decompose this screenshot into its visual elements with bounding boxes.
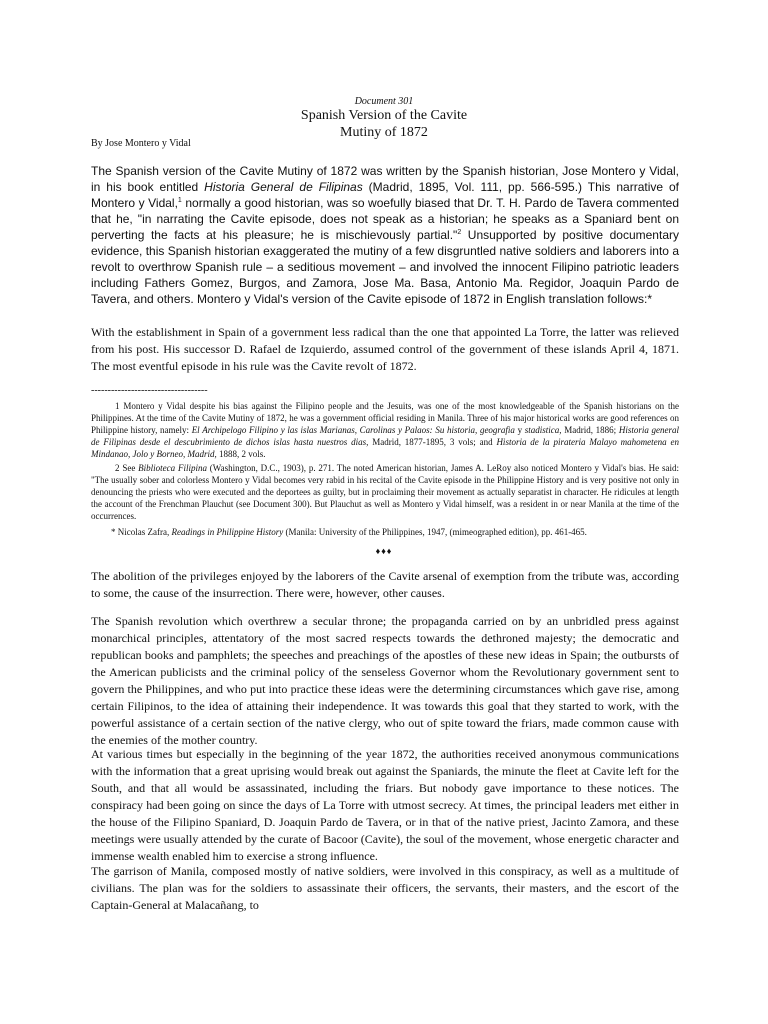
document-number: Document 301 xyxy=(354,96,414,107)
byline: By Jose Montero y Vidal xyxy=(91,138,191,149)
title-line-2: Mutiny of 1872 xyxy=(340,125,428,140)
title-line-1: Spanish Version of the Cavite xyxy=(300,108,468,123)
intro-paragraph xyxy=(91,163,679,307)
footnote-rule: ----------------------------------- xyxy=(91,385,208,396)
body-paragraph-1: With the establishment in Spain of a government less radical than the one that appointed La Torre, the latter was relieved from his post. His successor D. Rafael de Izquierdo, assumed control of the government of these islands April 4, 1871. The most eventful episode in his rule was the Cavite revolt of 1872. xyxy=(91,325,679,373)
body-paragraph-5: The garrison of Manila, composed mostly of native soldiers, were involved in this conspiracy, as well as a multitude of civilians. The plan was for the soldiers to assassinate their officers, the servants, their masters, and the escort of the Captain-General at Malacañang, to xyxy=(91,864,679,912)
body-paragraph-3: The Spanish revolution which overthrew a secular throne; the propaganda carried on by an unbridled press against monarchical principles, attentatory of the most sacred respects towards the dethroned majesty; the democratic and republican books and pamphlets; the speeches and preachings of the apostles of these new ideas in Spain; the outbursts of the American publicists and the criminal policy of the senseless Governor whom the Revolutionary government sent to govern the Philippines, and who put into practice these ideas were the determining circumstances which gave rise, among certain Filipinos, to the idea of attaining their independence. It was towards this goal that they started to work, with the powerful assistance of a certain section of the native clergy, who out of spite toward the friars, made common cause with the enemies of the mother country. xyxy=(91,614,679,747)
body-paragraph-2: The abolition of the privileges enjoyed by the laborers of the Cavite arsenal of exemption from the tribute was, according to some, the cause of the insurrection. There were, however, other causes. xyxy=(91,569,679,600)
section-divider: ♦♦♦ xyxy=(375,546,393,556)
intro-text: The Spanish version of the Cavite Mutiny of 1872 was written by the Spanish historian, Jose Montero y Vidal, in his book entitled xyxy=(91,164,679,194)
body-paragraph-4: At various times but especially in the beginning of the year 1872, the authorities received anonymous communications with the information that a great uprising would break out against the Spaniards, the minute the fleet at Cavite left for the South, and that all would be assassinated, including the friars. But nobody gave importance to these notices. The conspiracy had been going on since the days of La Torre with utmost secrecy. At times, the principal leaders met either in the house of the Filipino Spaniard, D. Joaquin Pardo de Tavera, or in that of the native priest, Jacinto Zamora, and these meetings were usually attended by the curate of Bacoor (Cavite), the soul of the movement, whose energetic character and immense wealth enabled him to exercise a strong influence. xyxy=(91,747,679,863)
intro-text: (Madrid, 1895, Vol. 111, pp. 566-595.) This narrative of Montero y Vidal, xyxy=(91,180,680,210)
footnote-1: 1 Montero y Vidal despite his bias against the Filipino people and the Jesuits, was one of the most knowledgeable of the Spanish historians on the Philippines. At the time of the Cavite Mutiny of 1872, he was a government official residing in Manila. Three of his major historical works are good references on Philippine history, namely: El Archipelogo Filipino y las islas Marianas, Carolinas y Palaos: Su historia, geografia y stadistica, Madrid, 1886; Historia general de Filipinas desde el descubrimiento de dichos islas hasta nuestros dias, Madrid, 1877-1895, 3 vols; and Historia de la pirateria Malayo mahometena en Mindanao, Jolo y Borneo, Madrid, 1888, 2 vols. xyxy=(91,401,679,459)
footnote-ref-2: 2 xyxy=(457,229,462,236)
footnote-3: * Nicolas Zafra, Readings in Philippine History (Manila: University of the Philippines, 1947, (mimeographed edition), pp. 461-465. xyxy=(111,527,587,537)
intro-text: Unsupported by positive documentary evidence, this Spanish historian exaggerated the mutiny of a few disgruntled native soldiers and laborers into a revolt to overthrow Spanish rule – a seditious movement – and involved the innocent Filipino patriotic leaders including Fathers Gomez, Burgos, and Zamora, Jose Ma. Basa, Antonio Ma. Regidor, Joaquin Pardo de Tavera, and others. Montero y Vidal's version of the Cavite episode of 1872 in English translation follows:* xyxy=(91,228,679,306)
intro-text: normally a good historian, was so woefully biased that Dr. T. H. Pardo de Tavera commented that he, "in narrating the Cavite episode, does not speak as a historian; he speaks as a Spaniard bent on perverting the facts at his pleasure; he is mischievously partial." xyxy=(91,196,679,242)
book-title: Historia General de Filipinas xyxy=(204,180,363,194)
footnote-2: 2 See Biblioteca Filipina (Washington, D.C., 1903), p. 271. The noted American historian, James A. LeRoy also noticed Montero y Vidal's bias. He said: "The usually sober and colorless Montero y Vidal becomes very rabid in his recital of the Cavite episode in the Philippine History and is very positive not only in denouncing the priests who were executed and the deportees as guilty, but in proclaiming their movement as actually separatist in character. He ridicules at length the account of the Frenchman Plauchut (see Document 300). But Plauchut as well as Montero y Vidal himself, was a resident in or near Manila at the time of the occurrences. xyxy=(91,463,679,521)
document-title xyxy=(0,107,768,141)
footnote-ref-1: 1 xyxy=(177,197,182,204)
